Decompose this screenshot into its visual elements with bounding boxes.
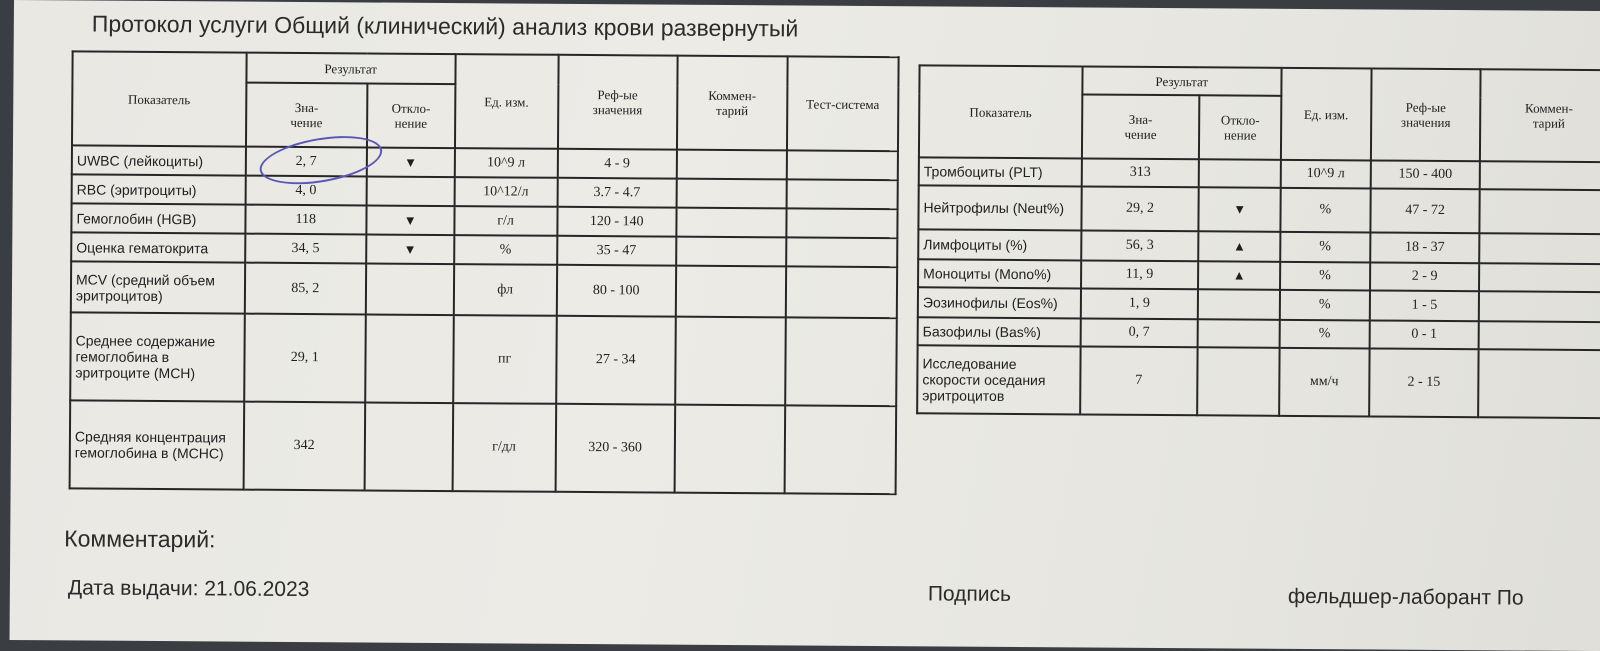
comment-cell [1480,161,1600,190]
unit-value: 10^12/л [454,177,557,207]
deviation-indicator [366,176,454,206]
reference-range: 2 - 15 [1369,348,1479,417]
result-value: 29, 1 [244,314,366,403]
reference-range: 18 - 37 [1370,232,1480,263]
indicator-name: Нейтрофилы (Neut%) [918,185,1081,230]
deviation-indicator [365,314,453,403]
reference-range: 35 - 47 [557,236,676,266]
comment-cell [675,317,786,406]
header-value: Зна- чение [246,83,368,148]
deviation-indicator [1199,159,1281,188]
header-indicator: Показатель [72,51,246,146]
reference-range: 320 - 360 [555,404,675,493]
deviation-indicator: ▲ [1198,261,1280,290]
deviation-indicator [1197,347,1279,416]
header-reference: Реф-ые значения [558,55,678,150]
reference-range: 120 - 140 [557,207,676,237]
unit-value: пг [453,315,557,404]
comment-cell [1480,233,1600,264]
header-comment: Коммен- тарий [1480,69,1600,162]
indicator-name: Оценка гематокрита [71,232,245,262]
result-value: 4, 0 [245,176,366,206]
result-value: 313 [1081,158,1199,187]
result-value: 2, 7 [245,147,366,177]
header-test-system: Тест-система [787,56,899,151]
results-table-right [916,64,1600,419]
reference-range: 2 - 9 [1370,262,1480,291]
document-page [10,0,1600,651]
result-value: 56, 3 [1081,230,1199,261]
unit-value: г/дл [452,403,556,492]
result-value: 1, 9 [1080,288,1198,319]
test-system-cell [787,150,898,180]
unit-value: фл [453,264,556,316]
comment-cell [676,266,786,318]
deviation-indicator: ▲ [1198,231,1280,262]
unit-value: 10^9 л [1281,160,1371,189]
header-unit: Ед. изм. [1281,68,1371,161]
reference-range: 27 - 34 [556,316,676,405]
table-row [71,261,897,318]
result-value: 7 [1080,346,1198,415]
header-deviation: Откло- нение [1199,95,1281,160]
test-system-cell [786,237,897,267]
result-value: 85, 2 [244,263,366,315]
table-row [918,287,1600,322]
unit-value: % [1280,232,1370,263]
reference-range: 0 - 1 [1369,320,1479,349]
deviation-indicator: ▼ [1199,187,1281,232]
comment-cell [677,150,787,180]
header-value: Зна- чение [1082,94,1200,159]
deviation-indicator: ▼ [366,234,454,264]
comment-cell [676,179,786,209]
signature-label: Подпись [927,582,1012,606]
result-value: 11, 9 [1081,260,1199,289]
comment-cell [1480,189,1600,234]
unit-value: г/л [454,206,557,236]
comment-cell [1479,263,1600,292]
result-value: 34, 5 [245,234,366,264]
unit-value: % [1280,290,1370,321]
comment-cell [676,208,786,238]
result-value: 29, 2 [1081,186,1199,231]
test-system-cell [786,208,897,238]
unit-value: % [1280,262,1370,291]
unit-value: % [454,235,557,265]
reference-range: 3.7 - 4.7 [557,178,676,208]
comment-cell [1479,349,1600,418]
header-comment: Коммен- тарий [677,56,788,151]
header-result: Результат [246,53,455,84]
test-system-cell [784,405,896,494]
indicator-name: Тромбоциты (PLT) [919,157,1082,186]
table-row [70,400,897,494]
header-unit: Ед. изм. [455,54,559,149]
unit-value: % [1280,320,1370,349]
indicator-name: Эозинофилы (Eos%) [918,287,1081,318]
unit-value: мм/ч [1279,348,1369,417]
indicator-name: Лимфоциты (%) [918,229,1081,260]
header-result: Результат [1082,66,1282,95]
table-row [918,185,1600,234]
indicator-name: Базофилы (Bas%) [918,317,1081,346]
table-row [918,229,1600,264]
unit-value: 10^9 л [454,148,557,178]
reference-range: 150 - 400 [1370,160,1480,189]
test-system-cell [786,266,897,318]
header-deviation: Откло- нение [367,83,455,148]
table-row [917,345,1600,418]
deviation-indicator [364,402,452,491]
indicator-name: RBC (эритроциты) [72,174,246,204]
test-system-cell [786,179,897,209]
signer-role: фельдшер-лаборант По [1287,584,1524,610]
header-indicator: Показатель [919,65,1082,158]
reference-range: 47 - 72 [1370,188,1480,233]
unit-value: % [1280,188,1370,233]
result-value: 0, 7 [1080,318,1198,347]
indicator-name: UWBC (лейкоциты) [72,145,246,175]
indicator-name: Моноциты (Mono%) [918,259,1081,288]
indicator-name: Гемоглобин (HGB) [71,203,245,233]
deviation-indicator: ▼ [367,147,455,177]
result-value: 118 [245,205,366,235]
test-system-cell [785,317,897,406]
deviation-indicator [1198,289,1280,320]
indicator-name: MCV (средний объем эритроцитов) [71,261,245,313]
table-row [70,312,897,406]
comment-cell [1479,291,1600,322]
indicator-name: Средняя концентрация гемоглобина в (MCHC) [70,400,244,489]
comment-label: Комментарий: [64,525,216,553]
indicator-name: Исследование скорости оседания эритроцитов [917,345,1080,414]
results-table-left [69,50,900,495]
deviation-indicator: ▼ [366,205,454,235]
protocol-title: Протокол услуги Общий (клинический) анализ крови развернутый [91,10,799,42]
comment-cell [1479,321,1600,350]
issue-date: Дата выдачи: 21.06.2023 [67,576,310,602]
result-value: 342 [243,402,365,491]
comment-cell [674,405,785,494]
reference-range: 4 - 9 [557,149,676,179]
deviation-indicator [1198,319,1280,348]
reference-range: 80 - 100 [556,265,675,317]
indicator-name: Среднее содержание гемоглобина в эритроците (MCH) [70,312,244,401]
comment-cell [676,237,786,267]
deviation-indicator [366,263,454,315]
reference-range: 1 - 5 [1369,290,1479,321]
header-reference: Реф-ые значения [1371,68,1481,161]
